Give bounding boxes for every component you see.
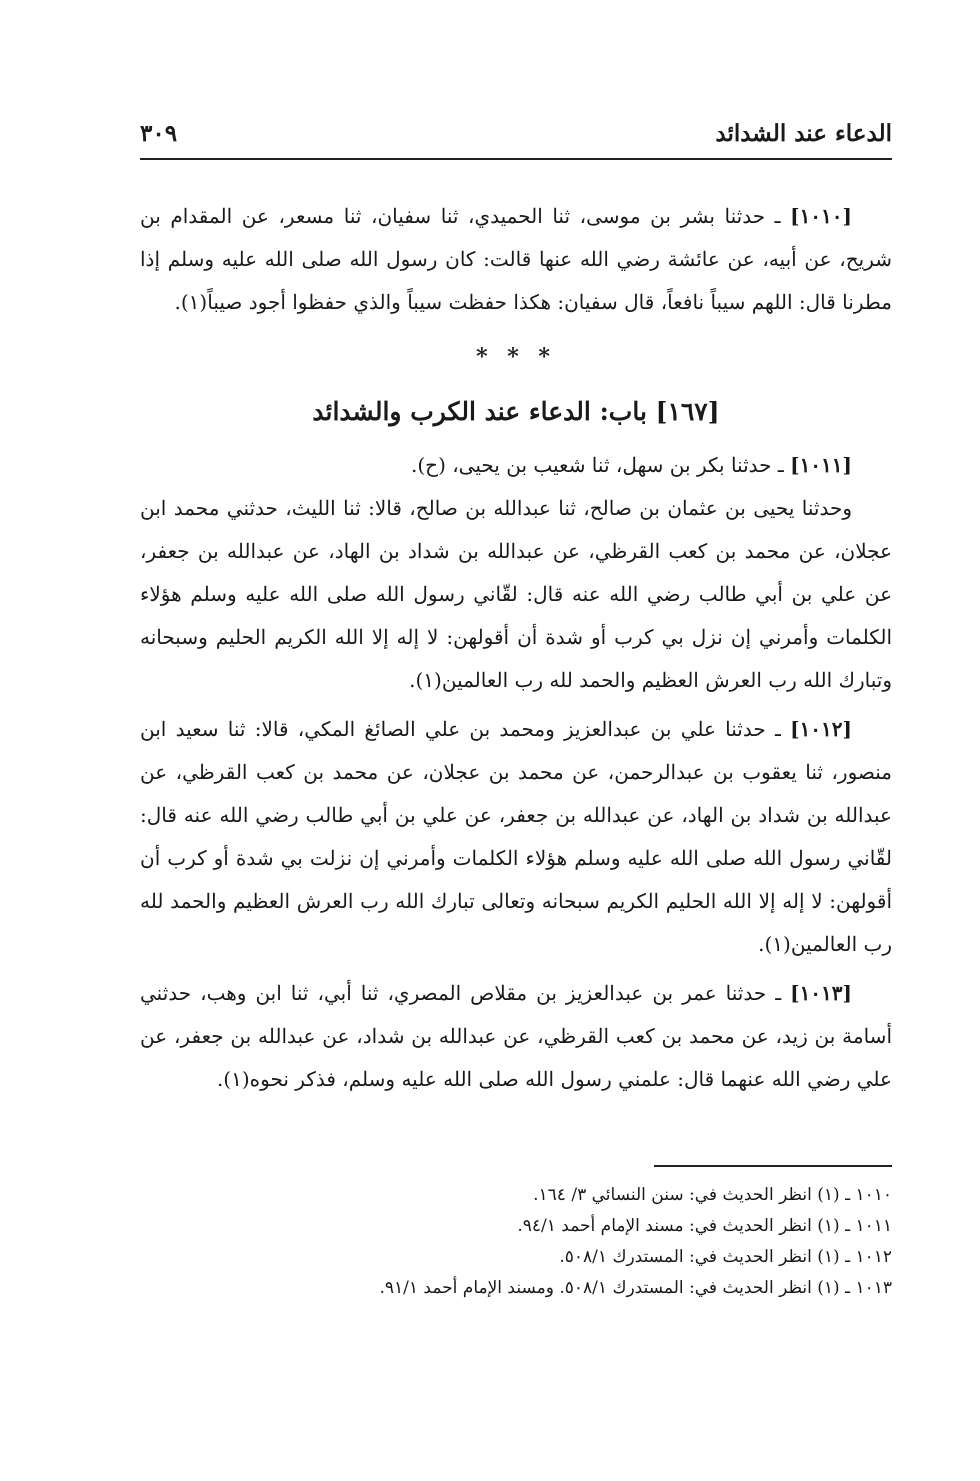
hadith-1011 (140, 444, 892, 487)
hadith-text: ـ حدثنا بكر بن سهل، ثنا شعيب بن يحيى، (ح). (411, 453, 791, 477)
hadith-number: [١٠١٢] (790, 717, 852, 741)
hadith-number: [١٠١١] (790, 453, 852, 477)
hadith-text: ـ حدثنا بشر بن موسى، ثنا الحميدي، ثنا سفيان، ثنا مسعر، عن المقدام بن شريح، عن أبيه، عن عائشة رضي الله عنها قالت: كان رسول الله صلى الله عليه وسلم إذا مطرنا قال: اللهم سيباً نافعاً، قال سفيان: هكذا حفظت سيباً والذي حفظوا أجود صيباً(١). (140, 204, 892, 314)
section-separator: * * * (476, 344, 556, 370)
hadith-text: ـ حدثنا علي بن عبدالعزيز ومحمد بن علي الصائغ المكي، قالا: ثنا سعيد ابن منصور، ثنا يعقوب بن عبدالرحمن، عن محمد بن عجلان، عن محمد بن كعب القرظي، عن عبدالله بن شداد بن الهاد، عن عبدالله بن جعفر، عن علي بن أبي طالب رضي الله عنه قال: لقّاني رسول الله صلى الله عليه وسلم هؤلاء الكلمات وأمرني إن نزلت بي شدة أو كرب أن أقولهن: لا إله إلا الله الحليم الكريم سبحانه وتعالى تبارك الله رب العرش العظيم والحمد لله رب العالمين(١). (140, 717, 892, 956)
hadith-1012 (140, 708, 892, 966)
page-number: ٣٠٩ (140, 120, 178, 147)
footnote-1010: ١٠١٠ ـ (١) انظر الحديث في: سنن النسائي ٣/ ١٦٤. (533, 1185, 892, 1205)
hadith-1013 (140, 972, 892, 1101)
hadith-1010 (140, 195, 892, 324)
page-body (140, 195, 892, 1101)
hadith-number: [١٠١٣] (790, 981, 852, 1005)
hadith-1011-continuation (140, 487, 892, 702)
footnote-rule (654, 1165, 892, 1167)
running-title: الدعاء عند الشدائد (715, 120, 892, 147)
hadith-text: وحدثنا يحيى بن عثمان بن صالح، ثنا عبدالله بن صالح، قالا: ثنا الليث، حدثني محمد ابن عجلان، عن محمد بن كعب القرظي، عن عبدالله بن شداد بن الهاد، عن عبدالله بن جعفر، عن علي بن أبي طالب رضي الله عنه قال: لقّاني رسول الله صلى الله عليه وسلم هؤلاء الكلمات وأمرني إن نزل بي كرب أو شدة أن أقولهن: لا إله إلا الله الكريم الحليم وسبحانه وتبارك الله رب العرش العظيم والحمد لله رب العالمين(١). (140, 496, 892, 692)
hadith-text: ـ حدثنا عمر بن عبدالعزيز بن مقلاص المصري، ثنا أبي، ثنا ابن وهب، حدثني أسامة بن زيد، عن محمد بن كعب القرظي، عن عبدالله بن شداد، عن عبدالله بن جعفر، عن علي رضي الله عنهما قال: علمني رسول الله صلى الله عليه وسلم، فذكر نحوه(١). (140, 981, 892, 1091)
hadith-number: [١٠١٠] (790, 204, 852, 228)
footnote-1011: ١٠١١ ـ (١) انظر الحديث في: مسند الإمام أحمد ٩٤/١. (517, 1216, 892, 1236)
page-header (140, 118, 892, 160)
footnote-1012: ١٠١٢ ـ (١) انظر الحديث في: المستدرك ٥٠٨/١. (559, 1247, 892, 1267)
chapter-title: [١٦٧] باب: الدعاء عند الكرب والشدائد (312, 397, 720, 426)
footnotes (140, 1180, 892, 1304)
footnote-1013: ١٠١٣ ـ (١) انظر الحديث في: المستدرك ٥٠٨/١. ومسند الإمام أحمد ٩١/١. (379, 1278, 892, 1298)
